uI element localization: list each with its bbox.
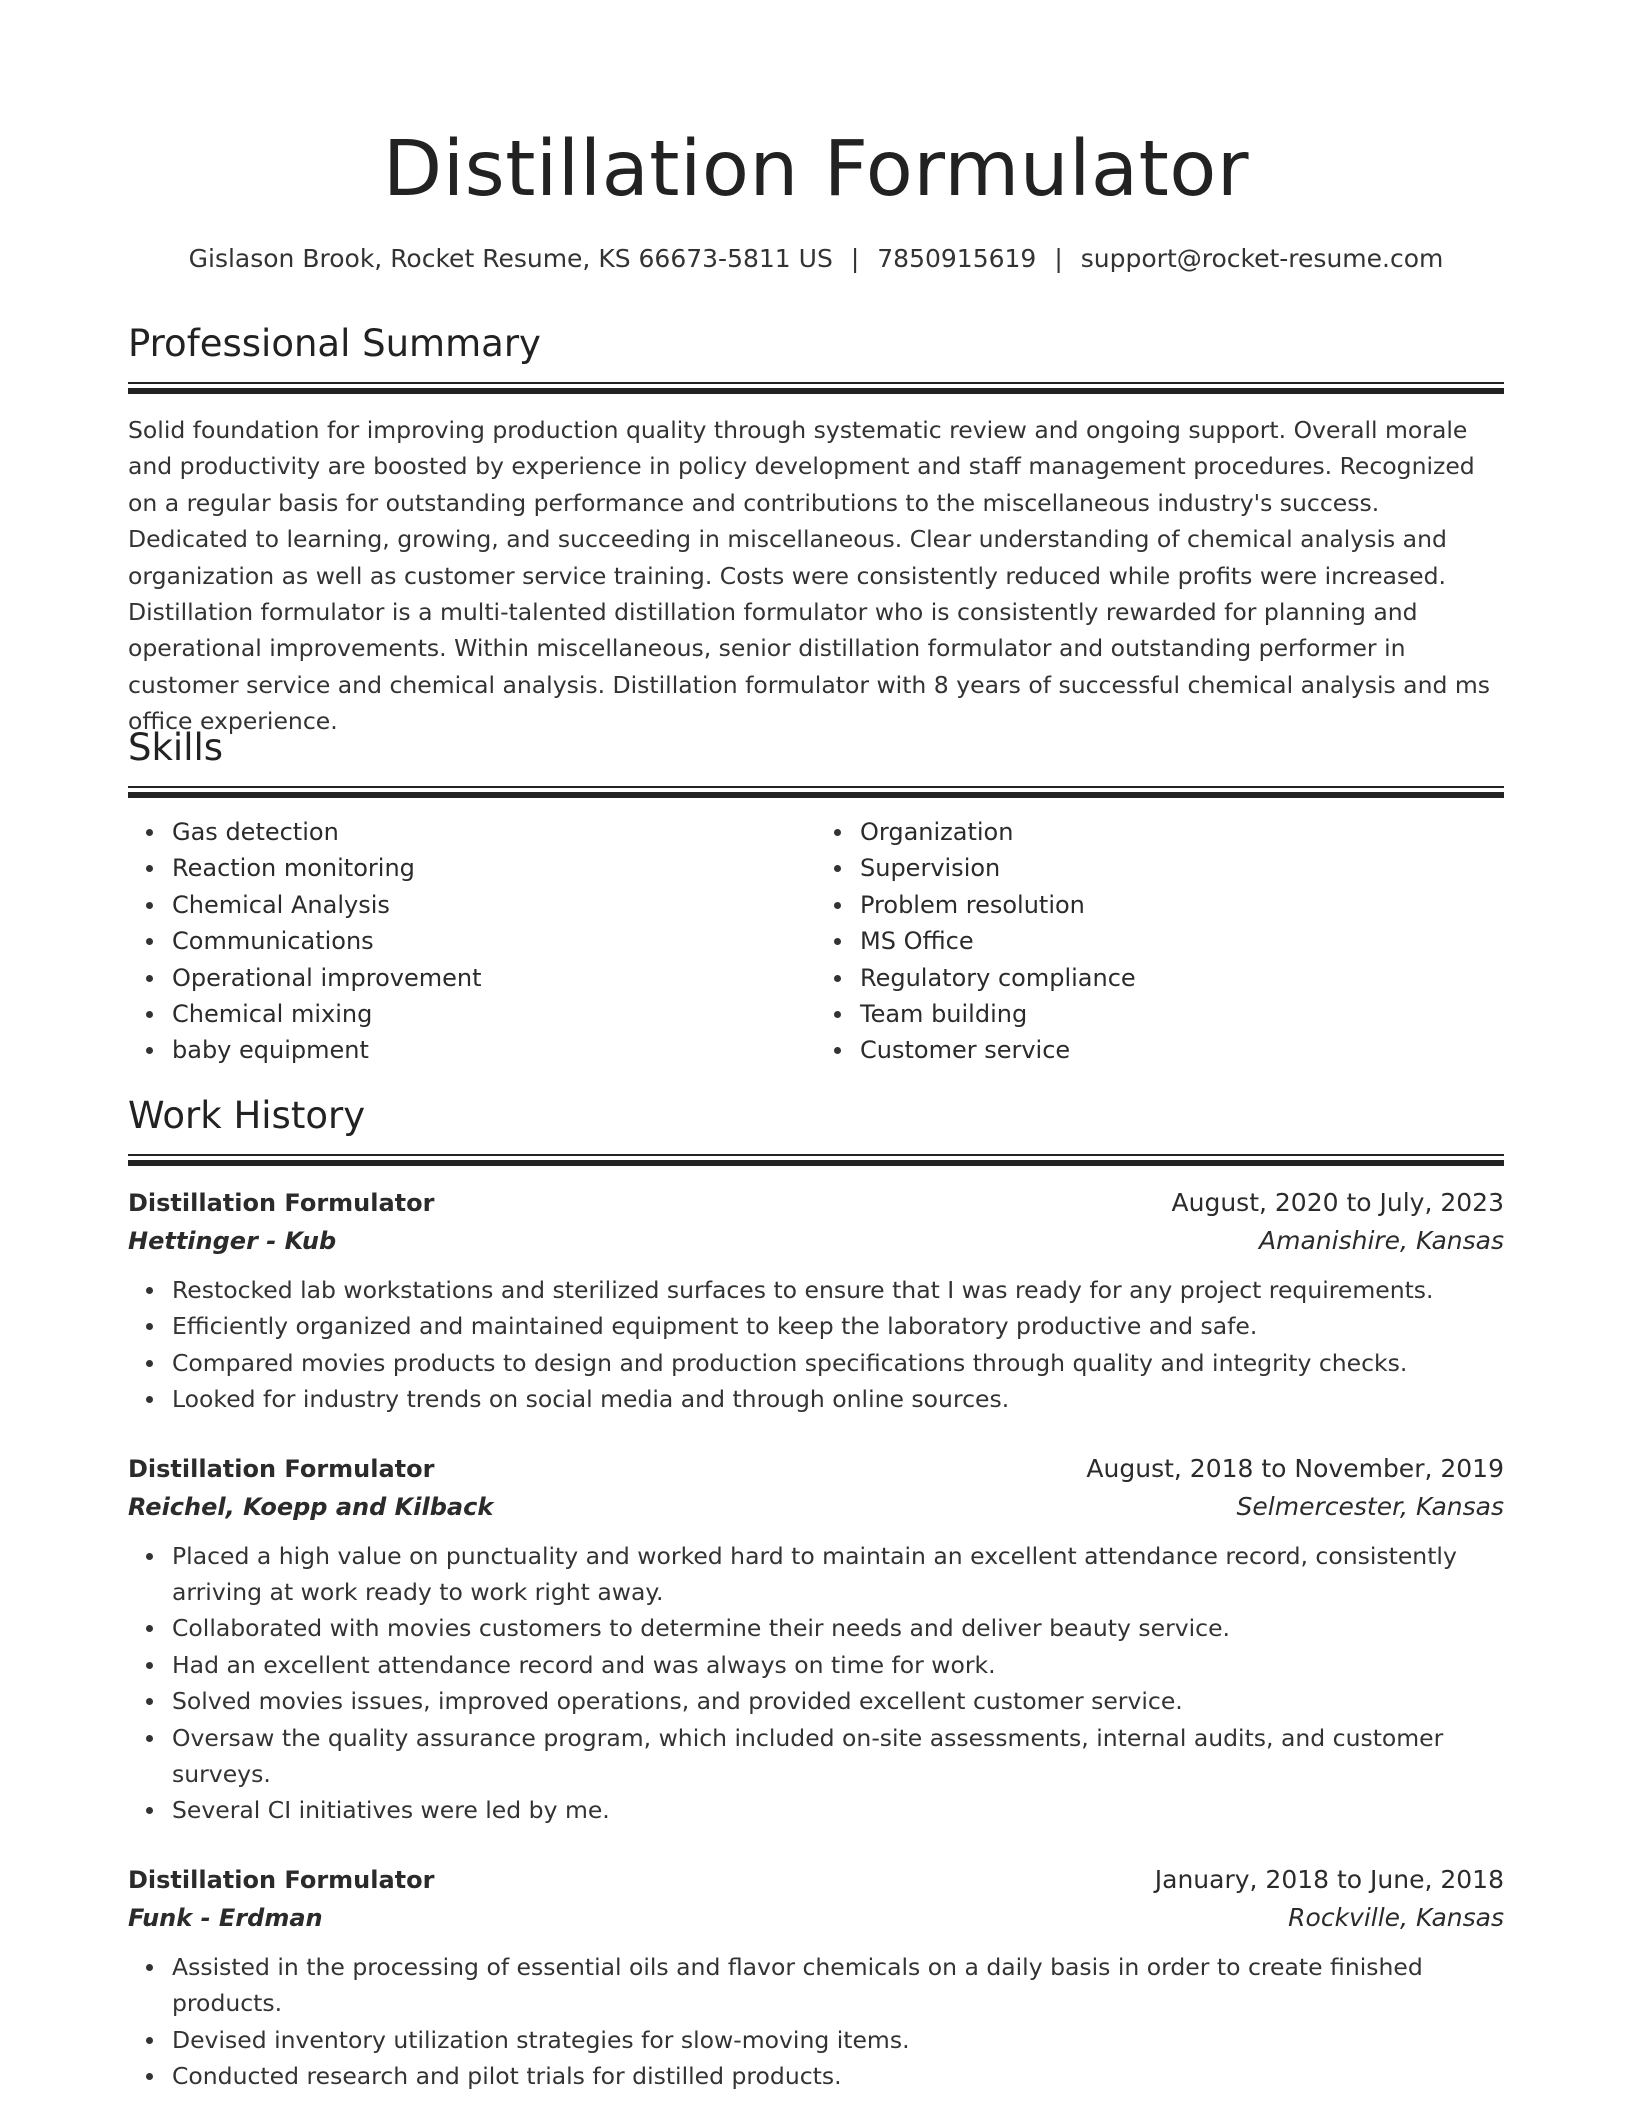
job-entry xyxy=(128,1861,1504,2095)
job-bullet: Had an excellent attendance record and was always on time for work. xyxy=(172,1647,1504,1683)
section-divider xyxy=(128,786,1504,798)
summary-text: Solid foundation for improving production quality through systematic review and ongoing support. Overall morale and productivity are boosted by experience in policy development and staff management procedures. Recognized on a regular basis for outstanding performance and contributions to the miscellaneous industry's success. Dedicated to learning, growing, and succeeding in miscellaneous. Clear understanding of chemical analysis and organization as well as customer service training. Costs were consistently reduced while profits were increased. Distillation formulator is a multi-talented distillation formulator who is consistently rewarded for planning and operational improvements. Within miscellaneous, senior distillation formulator and outstanding performer in customer service and chemical analysis. Distillation formulator with 8 years of successful chemical analysis and ms office experience. xyxy=(128,416,1491,736)
resume-page xyxy=(128,0,1504,2091)
skill-item: MS Office xyxy=(860,923,1504,959)
job-header xyxy=(128,1450,1504,1488)
job-subheader xyxy=(128,1899,1504,1937)
skill-item: Regulatory compliance xyxy=(860,960,1504,996)
contact-separator: | xyxy=(1054,244,1063,273)
skill-item: Supervision xyxy=(860,850,1504,886)
contact-phone: 7850915619 xyxy=(877,244,1037,273)
job-location: Selmercester, Kansas xyxy=(1236,1491,1504,1521)
job-bullet: Efficiently organized and maintained equipment to keep the laboratory productive and safe. xyxy=(172,1308,1504,1344)
job-company: Hettinger - Kub xyxy=(128,1227,337,1255)
job-subheader xyxy=(128,1488,1504,1526)
contact-line xyxy=(128,242,1504,276)
section-title-skills: Skills xyxy=(128,726,224,769)
contact-separator: | xyxy=(850,244,860,273)
job-header xyxy=(128,1184,1504,1222)
job-bullets xyxy=(128,1538,1504,1829)
job-entry xyxy=(128,1184,1504,1418)
job-bullet: Looked for industry trends on social media and through online sources. xyxy=(172,1381,1504,1417)
skill-item: Team building xyxy=(860,996,1504,1032)
job-bullet: Placed a high value on punctuality and worked hard to maintain an excellent attendance record, consistently arriving at work ready to work right away. xyxy=(172,1538,1504,1611)
job-location: Rockville, Kansas xyxy=(1288,1902,1504,1932)
job-bullet: Compared movies products to design and production specifications through quality and integrity checks. xyxy=(172,1345,1504,1381)
skill-item: Chemical mixing xyxy=(172,996,816,1032)
job-bullet: Solved movies issues, improved operations, and provided excellent customer service. xyxy=(172,1683,1504,1719)
section-divider xyxy=(128,382,1504,394)
job-dates: August, 2020 to July, 2023 xyxy=(1171,1188,1504,1217)
section-title-summary: Professional Summary xyxy=(128,322,541,365)
job-bullet: Collaborated with movies customers to determine their needs and deliver beauty service. xyxy=(172,1610,1504,1646)
job-company: Reichel, Koepp and Kilback xyxy=(128,1492,494,1521)
job-location: Amanishire, Kansas xyxy=(1259,1226,1504,1255)
skill-item: Chemical Analysis xyxy=(172,887,816,923)
job-bullet: Restocked lab workstations and sterilized surfaces to ensure that I was ready for any project requirements. xyxy=(172,1272,1504,1308)
skill-item: Reaction monitoring xyxy=(172,850,816,886)
section-title-work: Work History xyxy=(128,1094,366,1137)
job-header xyxy=(128,1861,1504,1899)
skills-list-left xyxy=(128,814,816,1069)
job-bullets xyxy=(128,1272,1504,1418)
job-bullet: Assisted in the processing of essential oils and flavor chemicals on a daily basis in order to create finished products. xyxy=(172,1949,1504,2022)
contact-address: Gislason Brook, Rocket Resume, KS 66673-5811 US xyxy=(188,244,833,273)
job-dates: August, 2018 to November, 2019 xyxy=(1086,1453,1504,1483)
section-divider xyxy=(128,1154,1504,1166)
summary-section xyxy=(128,320,1504,740)
job-bullet: Conducted research and pilot trials for distilled products. xyxy=(172,2058,1504,2094)
skill-item: Gas detection xyxy=(172,814,816,850)
skills-section xyxy=(128,724,1504,1069)
job-entry xyxy=(128,1450,1504,1829)
job-dates: January, 2018 to June, 2018 xyxy=(1154,1864,1504,1894)
skills-columns xyxy=(128,814,1504,1069)
skill-item: Operational improvement xyxy=(172,960,816,996)
skills-list-right xyxy=(816,814,1504,1069)
job-title: Distillation Formulator xyxy=(128,1454,435,1483)
skill-item: Organization xyxy=(860,814,1504,850)
job-bullet: Oversaw the quality assurance program, which included on-site assessments, internal audits, and customer surveys. xyxy=(172,1720,1504,1793)
skill-item: Problem resolution xyxy=(860,887,1504,923)
job-company: Funk - Erdman xyxy=(128,1903,323,1932)
work-history-section xyxy=(128,1092,1504,2095)
job-bullet: Several CI initiatives were led by me. xyxy=(172,1792,1504,1828)
job-title: Distillation Formulator xyxy=(128,1865,435,1894)
job-subheader xyxy=(128,1222,1504,1260)
job-title: Distillation Formulator xyxy=(128,1189,435,1217)
skill-item: Customer service xyxy=(860,1032,1504,1068)
skill-item: Communications xyxy=(172,923,816,959)
job-bullets xyxy=(128,1949,1504,2095)
contact-email: support@rocket-resume.com xyxy=(1080,244,1444,273)
job-bullet: Devised inventory utilization strategies for slow-moving items. xyxy=(172,2022,1504,2058)
skill-item: baby equipment xyxy=(172,1032,816,1068)
resume-name: Distillation Formulator xyxy=(382,125,1250,214)
